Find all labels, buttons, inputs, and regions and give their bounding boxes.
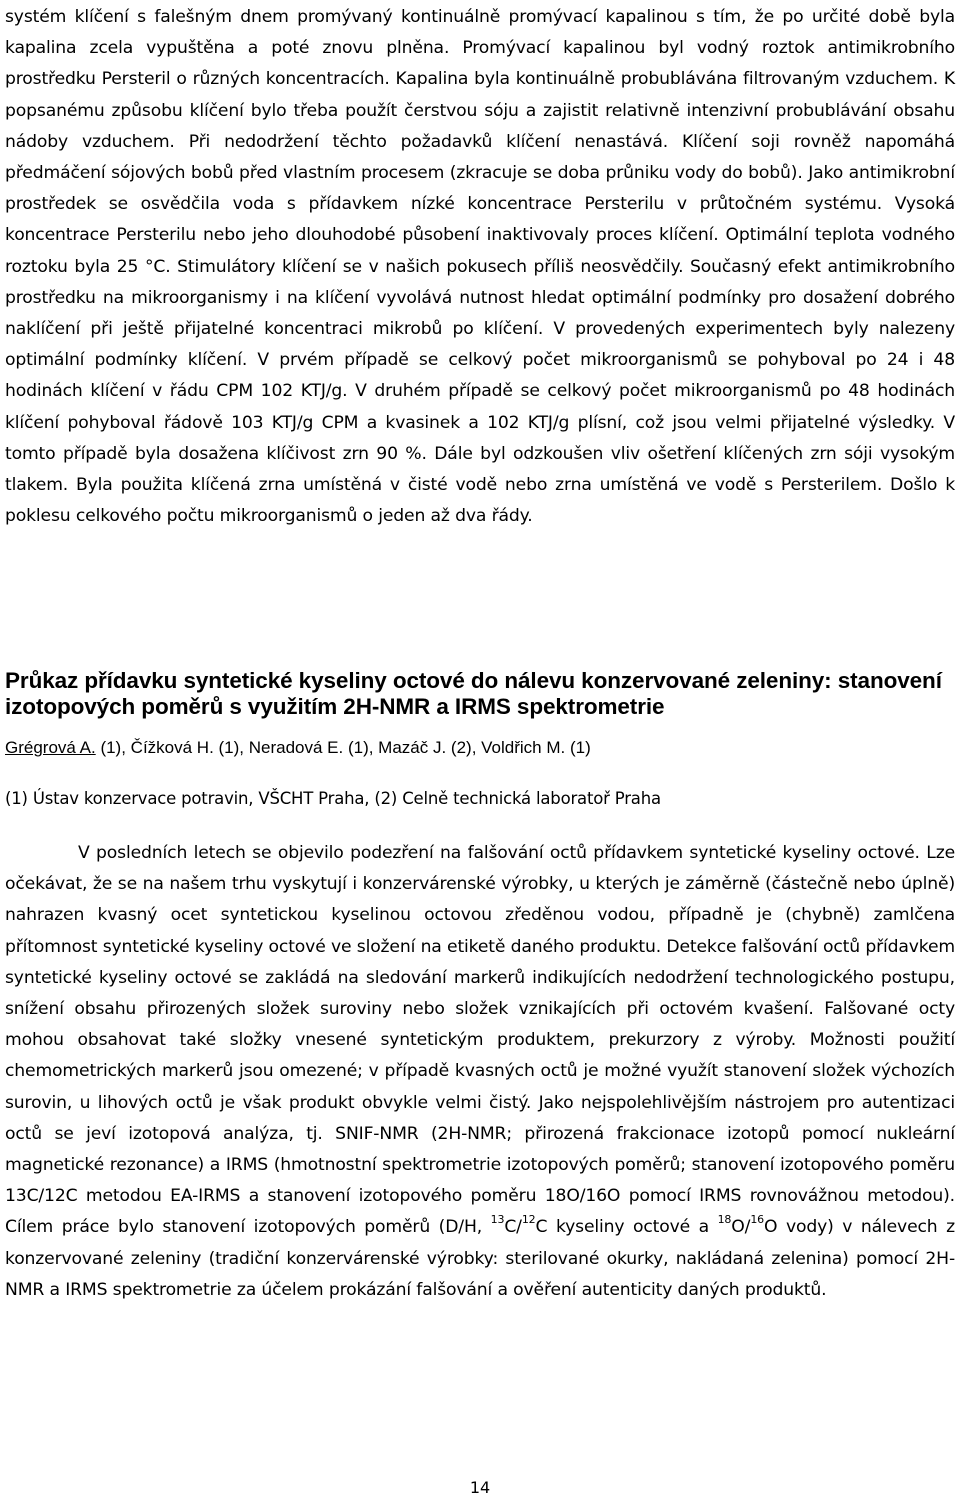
superscript-18: 18 <box>717 1213 732 1227</box>
first-author: Grégrová A. <box>5 738 96 757</box>
abstract-text-1: V posledních letech se objevilo podezření na falšování octů přídavkem syntetické kyseliny octové. Lze očekávat, že se na našem trhu vyskytují i konzervárenské výrobky, u kterých je záměrně (částečně nebo úplně) nahrazen kvasný ocet syntetickou kyselinou octovou zředěnou vodou, případně je (chybně) zamlčena přítomnost syntetické kyseliny octové ve složení na etiketě daného produktu. Detekce falšování octů přídavkem syntetické kyseliny octové se zakládá na sledování markerů indikujících nedodržení technologického postupu, snížení obsahu přirozených složek suroviny nebo složek vznikajících při octovém kvašení. Falšované octy mohou obsahovat také složky vnesené syntetickým produktem, prekurzory z výroby. Možnosti použití chemometrických markerů jsou omezené; v případě kvasných octů je možné využít stanovení složek výchozích surovin, u lihových octů je však produkt obvykle velmi čistý. Jako nejspolehlivějším nástrojem pro autentizaci octů se jeví izotopová analýza, tj. SNIF-NMR (2H-NMR; přirozená frakcionace izotopů pomocí nukleární magnetické rezonance) a IRMS (hmotnostní spektrometrie izotopových poměrů; stanovení izotopového poměru 13C/12C metodou EA-IRMS a stanovení izotopového poměru 18O/16O pomocí IRMS rovnovážnou metodou). Cílem práce bylo stanovení izotopových poměrů (D/H, <box>5 843 955 1238</box>
superscript-12: 12 <box>521 1213 536 1227</box>
superscript-13: 13 <box>490 1213 505 1227</box>
article-title: Průkaz přídavku syntetické kyseliny octové do nálevu konzervované zeleniny: stanovení izotopových poměrů s využitím 2H-NMR a IRMS spektrometrie <box>5 668 942 719</box>
body-paragraph: systém klíčení s falešným dnem promývaný kontinuálně promývací kapalinou s tím, že po určité době byla kapalina zcela vypuštěna a poté znovu plněna. Promývací kapalinou byl vodný roztok antimikrobního prostředku Persteril o různých koncentracích. Kapalina byla kontinuálně probublávána filtrovaným vzduchem. K popsanému způsobu klíčení bylo třeba použít čerstvou sóju a zajistit relativně intenzivní probublávání obsahu nádoby vzduchem. Při nedodržení těchto požadavků klíčení nenastává. Klíčení soji rovněž napomáhá předmáčení sójových bobů před vlastním procesem (zkracuje se doba průniku vody do bobů). Jako antimikrobní prostředek se osvědčila voda s přídavkem nízké koncentrace Persterilu v průtočném systému. Vysoká koncentrace Persterilu nebo jeho dlouhodobé působení inaktivovaly proces klíčení. Optimální teplota vodného roztoku byla 25 °C. Stimulátory klíčení se v našich pokusech příliš neosvědčily. Současný efekt antimikrobního prostředku na mikroorganismy i na klíčení vyvolává nutnost hledat optimální podmínky pro dosažení dobrého naklíčení při ještě přijatelné koncentraci mikrobů po klíčení. V provedených experimentech byly nalezeny optimální podmínky klíčení. V prvém případě se celkový počet mikroorganismů se pohyboval po 24 i 48 hodinách klíčení v řádu CPM 102 KTJ/g. V druhém případě se celkový počet mikroorganismů po 48 hodinách klíčení pohyboval řádově 103 KTJ/g CPM a kvasinek a 102 KTJ/g plísní, což jsou velmi přijatelné výsledky. V tomto případě byla dosažena klíčivost zrn 90 %. Dále byl odzkoušen vliv ošetření klíčených zrn sóji vysokým tlakem. Byla použita klíčená zrna umístěná v čisté vodě nebo zrna umístěná ve vodě s Persterilem. Došlo k poklesu celkového počtu mikroorganismů o jeden až dva řády. <box>5 7 955 527</box>
page-number: 14 <box>469 1478 491 1497</box>
abstract-text-3: O vody) v nálevech z konzervované zeleniny (tradiční konzervárenské výrobky: sterilované okurky, nakládaná zelenina) pomocí 2H-NMR a IRMS spektrometrie za účelem prokázání falšování a ověření autenticity daných produktů. <box>5 1217 955 1300</box>
co-authors: (1), Čížková H. (1), Neradová E. (1), Mazáč J. (2), Voldřich M. (1) <box>95 738 591 757</box>
article-abstract <box>5 838 955 1306</box>
abstract-text-c: C/ <box>504 1217 522 1238</box>
abstract-text-2: C kyseliny octové a <box>535 1217 718 1238</box>
affiliation: (1) Ústav konzervace potravin, VŠCHT Praha, (2) Celně technická laboratoř Praha <box>5 789 661 808</box>
superscript-16: 16 <box>750 1213 765 1227</box>
author-list <box>5 738 591 758</box>
abstract-text-o: O/ <box>731 1217 751 1238</box>
